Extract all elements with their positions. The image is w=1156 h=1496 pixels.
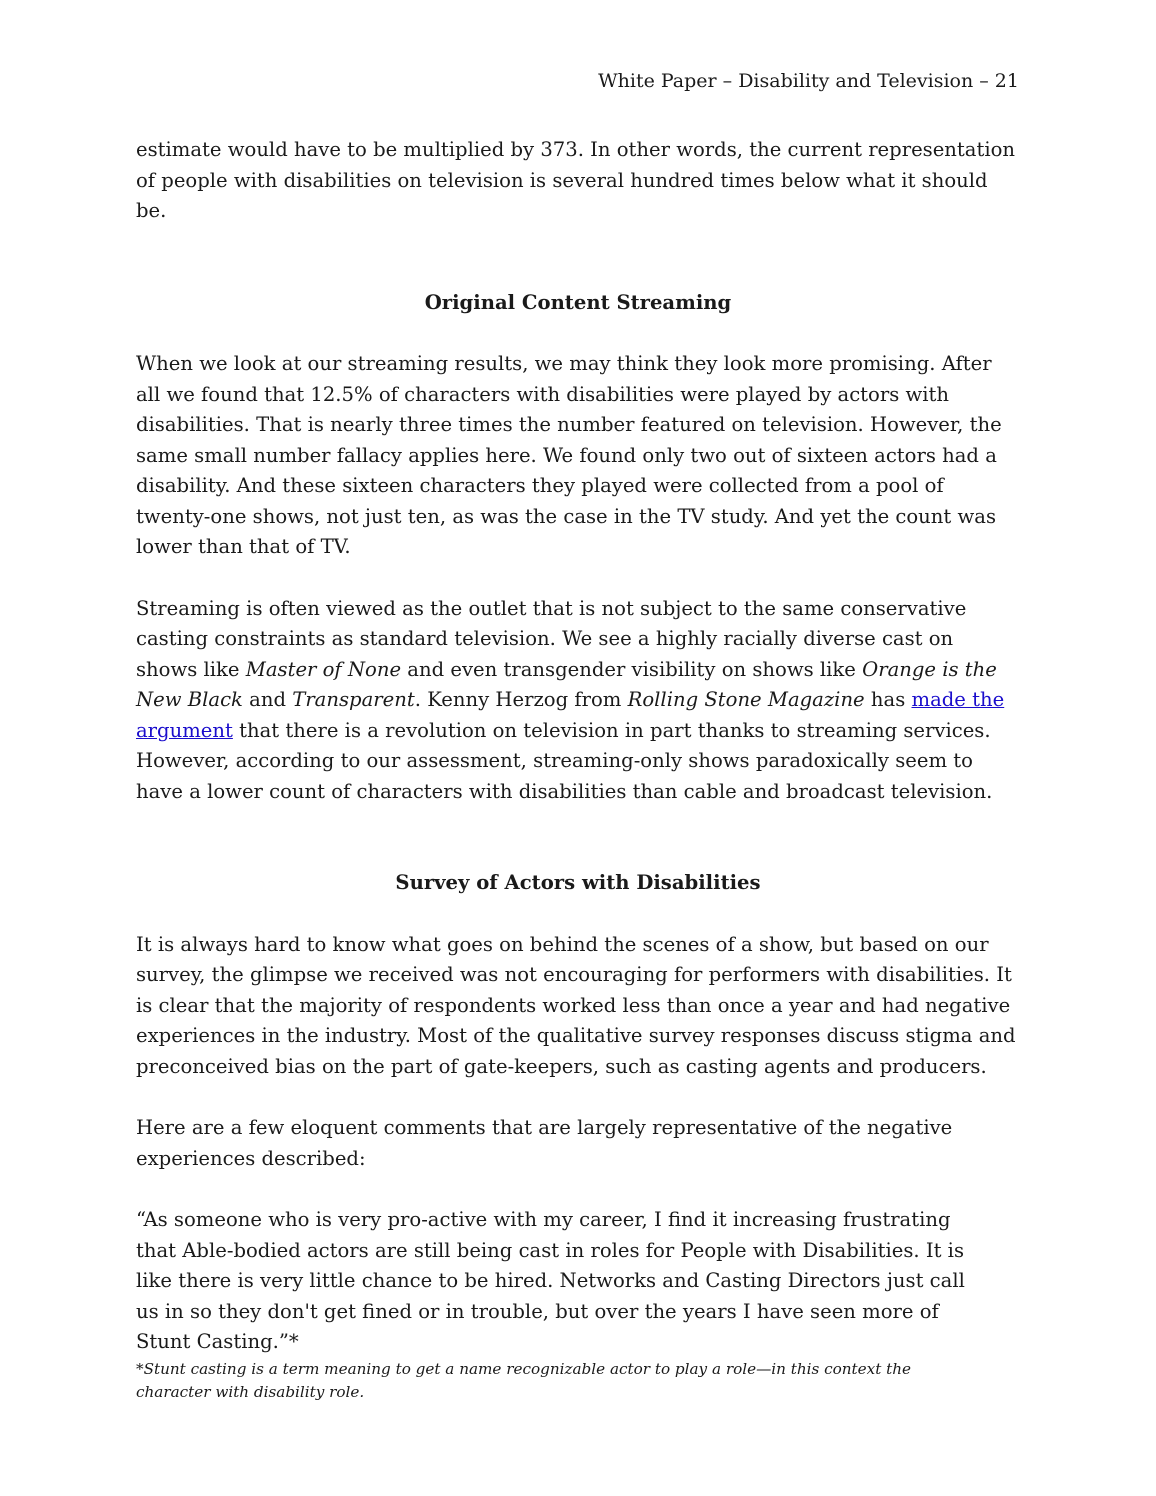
spacer: [136, 227, 1020, 288]
survey-paragraph-1: It is always hard to know what goes on behind the scenes of a show, but based on our survey, the glimpse we received was not encouraging for performers with disabilities. It is clear that the majority of respondents worked less than once a year and had negative experiences in the industry. Most of the qualitative survey responses discuss stigma and preconceived bias on the part of gate-keepers, such as casting agents and producers.: [136, 932, 1016, 1078]
spacer: [136, 899, 1020, 930]
text-run: and: [242, 688, 293, 711]
section-heading-survey: Survey of Actors with Disabilities: [395, 871, 761, 894]
section-heading-streaming: Original Content Streaming: [424, 290, 732, 314]
show-title-master-of-none: Master of None: [245, 657, 402, 681]
text-run: Streaming is often viewed as the outlet that is not subject to the same conservative casting constraints as standard television. We see a highly racially diverse cast on shows like: [136, 596, 967, 681]
streaming-paragraph-1: When we look at our streaming results, we may think they look more promising. After all we found that 12.5% of characters with disabilities were played by actors with disabilities. That is nearly three times the number featured on television. However, the same small number fallacy applies here. We found only two out of sixteen actors had a disability. And these sixteen characters they played were collected from a pool of twenty-one shows, not just ten, as was the case in the TV study. And yet the count was lower than that of TV.: [136, 352, 1002, 558]
spacer: [136, 1174, 1020, 1205]
publication-title-rolling-stone: Rolling Stone Magazine: [627, 688, 865, 711]
text-run: that there is a revolution on television in part thanks to streaming services. However, according to our assessment, streaming-only shows paradoxically seem to have a lower count of characters with disabilities than cable and broadcast television.: [136, 718, 993, 803]
respondent-quote: “As someone who is very pro-active with my career, I find it increasing frustrating that Able-bodied actors are still being cast in roles for People with Disabilities. It is like there is very little chance to be hired. Networks and Casting Directors just call us in so they don't get fined or in trouble, but over the years I have seen more of Stunt Casting.”*: [136, 1208, 965, 1353]
spacer: [136, 1082, 1020, 1113]
footnote: *Stunt casting is a term meaning to get a name recognizable actor to play a role—in this context the character with disability role.: [136, 1359, 912, 1401]
text-run: has: [864, 688, 912, 711]
spacer: [136, 318, 1020, 349]
streaming-paragraph-2: [136, 594, 1020, 808]
show-title-transparent: Transparent: [292, 688, 415, 711]
intro-paragraph: estimate would have to be multiplied by 373. In other words, the current representation of people with disabilities on television is several hundred times below what it should be.: [136, 138, 1016, 222]
text-run: . Kenny Herzog from: [414, 688, 628, 711]
text-run: and even transgender visibility on shows like: [401, 657, 863, 681]
survey-paragraph-2: Here are a few eloquent comments that are largely representative of the negative experiences described:: [136, 1116, 953, 1170]
made-the-argument-link[interactable]: made the argument: [136, 688, 1005, 742]
show-title-orange-is-the-new-black: Orange is the New Black: [136, 657, 997, 711]
running-header: White Paper – Disability and Television – 21: [598, 70, 1019, 92]
page-content: [136, 135, 1020, 1404]
spacer: [136, 807, 1020, 868]
spacer: [136, 563, 1020, 594]
